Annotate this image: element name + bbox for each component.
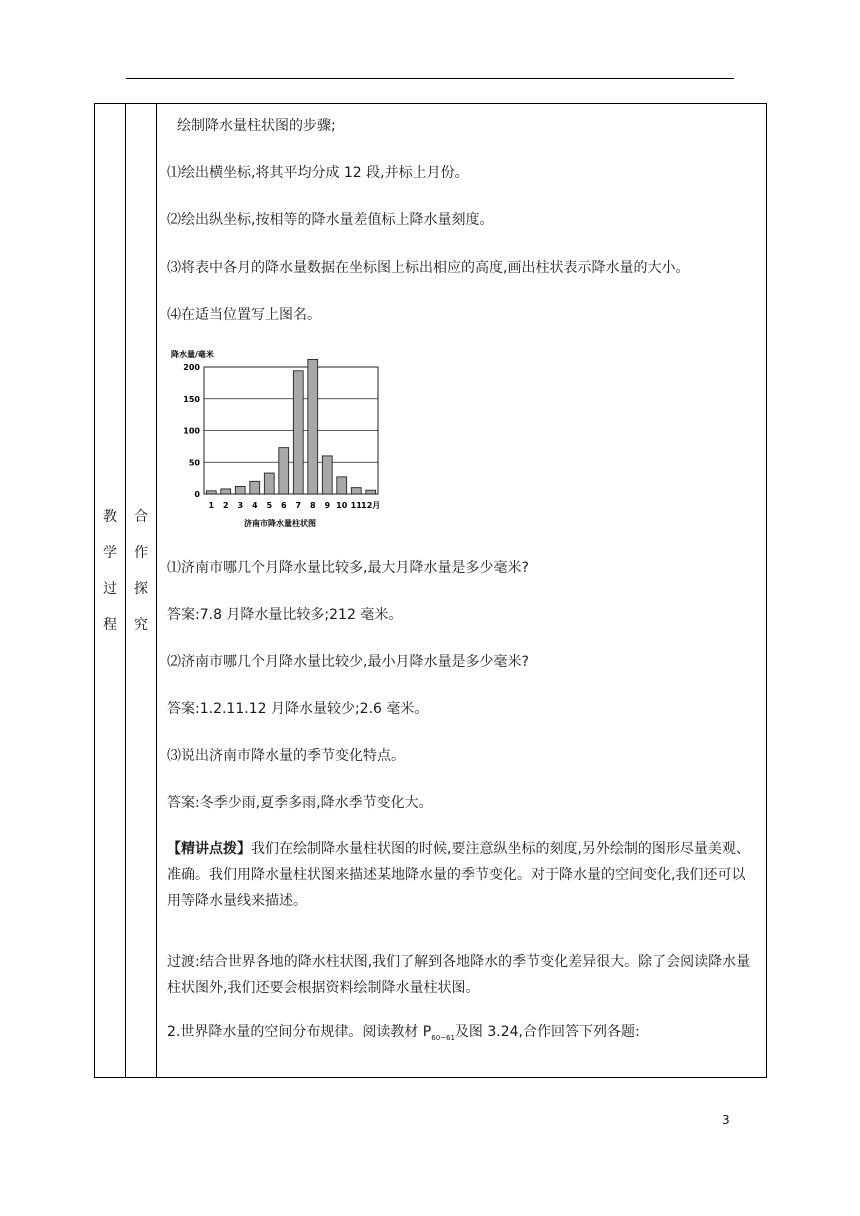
y-tick-label: 200 (183, 363, 200, 372)
question-1: ⑴济南市哪几个月降水量比较多,最大月降水量是多少毫米? (167, 560, 529, 576)
y-tick-label: 100 (183, 426, 200, 436)
section-label-teaching-process (95, 499, 125, 643)
y-tick-label: 50 (188, 458, 200, 468)
bar (235, 486, 245, 494)
column-divider (156, 104, 157, 1077)
y-axis-label: 降水量/毫米 (171, 350, 214, 359)
step-3: ⑶将表中各月的降水量数据在坐标图上标出相应的高度,画出柱状表示降水量的大小。 (167, 260, 690, 276)
step-1: ⑴绘出横坐标,将其平均分成 12 段,并标上月份。 (167, 165, 469, 181)
teaching-tip (167, 836, 757, 914)
steps-title: 绘制降水量柱状图的步骤; (177, 118, 336, 134)
x-tick-label: 10 (336, 501, 348, 510)
header-rule (126, 78, 734, 79)
label-char: 合 (134, 509, 148, 525)
tip-text: 我们在绘制降水量柱状图的时候,要注意纵坐标的刻度,另外绘制的图形尽量美观、准确。我们用降水量柱状图来描述某地降水量的季节变化。对于降水量的空间变化,我们还可以用等降水量线来描述。 (167, 841, 750, 909)
label-char: 程 (103, 617, 117, 633)
item-2-text: 2.世界降水量的空间分布规律。阅读教材 P (167, 1024, 432, 1040)
bar (337, 477, 347, 494)
chart-title: 济南市降水量柱状图 (244, 519, 316, 528)
step-2: ⑵绘出纵坐标,按相等的降水量差值标上降水量刻度。 (167, 212, 494, 228)
chart-svg (170, 348, 410, 530)
question-3: ⑶说出济南市降水量的季节变化特点。 (167, 748, 405, 764)
x-tick-label: 5 (266, 501, 273, 510)
item-2-page-range: 60~61 (431, 1033, 455, 1042)
step-4: ⑷在适当位置写上图名。 (167, 307, 321, 323)
item-2 (167, 1022, 640, 1048)
label-char: 教 (103, 509, 117, 525)
x-tick-label: 3 (237, 501, 244, 510)
bar (351, 488, 361, 494)
item-2-text-rest: 及图 3.24,合作回答下列各题: (454, 1024, 640, 1040)
bar (206, 491, 216, 494)
transition-text: 过渡:结合世界各地的降水柱状图,我们了解到各地降水的季节变化差异很大。除了会阅读降水量柱状图外,我们还要会根据资料绘制降水量柱状图。 (167, 954, 751, 996)
answer-2: 答案:1.2.11.12 月降水量较少;2.6 毫米。 (167, 701, 429, 717)
bar (293, 371, 303, 494)
y-tick-label: 0 (194, 490, 200, 499)
bar (308, 359, 318, 494)
bar (221, 489, 231, 494)
y-tick-label: 150 (183, 394, 200, 404)
x-tick-label: 8 (309, 501, 316, 510)
label-char: 作 (134, 545, 148, 561)
label-char: 究 (134, 617, 148, 633)
bar (366, 490, 376, 494)
x-tick-label: 6 (280, 501, 287, 510)
x-tick-label: 2 (222, 501, 229, 510)
label-char: 过 (103, 581, 117, 597)
x-tick-label: 7 (295, 501, 302, 510)
x-tick-label: 4 (251, 501, 258, 510)
tip-label: 【精讲点拨】 (167, 841, 251, 857)
x-tick-label: 12月 (361, 501, 381, 510)
question-2: ⑵济南市哪几个月降水量比较少,最小月降水量是多少毫米? (167, 654, 529, 670)
answer-3: 答案:冬季少雨,夏季多雨,降水季节变化大。 (167, 795, 433, 811)
answer-1: 答案:7.8 月降水量比较多;212 毫米。 (167, 607, 403, 623)
page-number: 3 (722, 1113, 730, 1127)
x-tick-label: 1 (208, 501, 215, 510)
section-label-cooperative-inquiry (126, 499, 156, 643)
label-char: 探 (134, 581, 148, 597)
bar (250, 481, 260, 494)
x-tick-label: 11 (350, 501, 362, 510)
label-char: 学 (103, 545, 117, 561)
x-tick-label: 9 (324, 501, 331, 510)
lesson-table (94, 103, 767, 1078)
bar (322, 456, 332, 494)
bar (264, 473, 274, 494)
precipitation-chart (170, 348, 410, 530)
bar (279, 448, 289, 494)
